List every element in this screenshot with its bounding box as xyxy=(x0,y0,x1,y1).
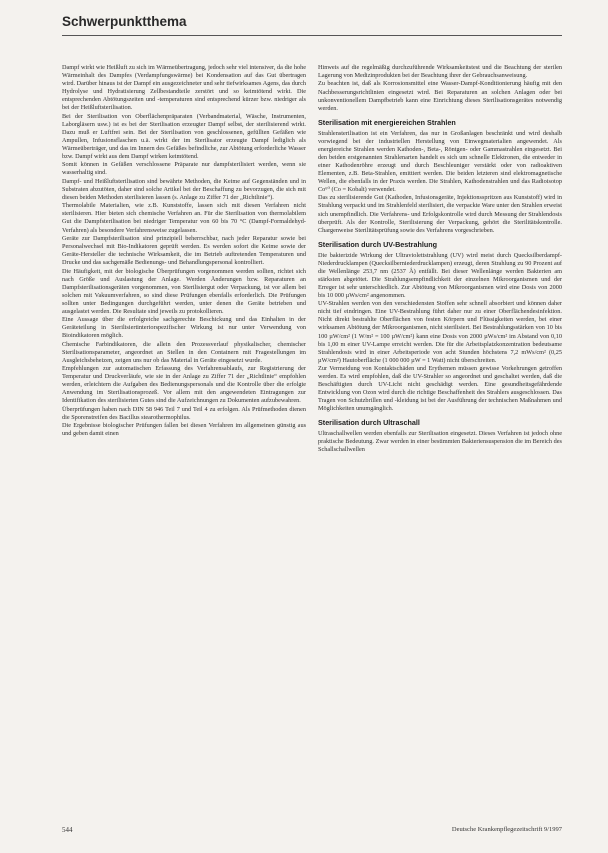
paragraph: Bei der Sterilisation von Oberflächenpräparaten (Verbandmaterial, Wäsche, Instrumenten, Laborgläsern usw.) ist es bei der Sterilisation erzeugter Dampf selbst, der sterilisierend wirkt. Dazu muß er Luftfrei sein. Bei der Sterilisation von geschlossenen, gefüllten Gefäßen wie Ampullen, Infusionsflaschen u.ä. wirkt der im Sterilisator erzeugte Dampf lediglich als Wärmeüberträger, und das im Innern des Gefäßes befindliche, zur Abtötung erforderliche Wasser bzw. Dampf wirkt aus dem Dampf wirken keimtötend. xyxy=(62,112,306,160)
paragraph: Das zu sterilisierende Gut (Kathoden, Infusionsgeräte, Injektionsspritzen aus Kunststoff) wird in Strahlung verpackt und im Strahlenfeld sterilisiert, die verpackte Ware unter den Strahlen erweist sich unempfindlich. Die Verfahrens- und Erfolgskontrolle wird durch Messung der Strahlendosis überprüft. Als der Kontrolle, Sterilisierung der Verpackung, gehört die Sterilitätskontrolle. Chargenweise Sterilitätsprüfung sowie des Verfahrens vorgeschrieben. xyxy=(318,194,562,234)
paragraph: Überprüfungen haben nach DIN 58 946 Teil 7 und Teil 4 zu erfolgen. Als Prüfmethoden dienen die Sporenstreifen des Bacillus stearothermophilus. xyxy=(62,405,306,421)
journal-reference: Deutsche Krankenpflegezeitschrift 9/1997 xyxy=(451,826,562,833)
paragraph: UV-Strahlen werden von den verschiedensten Stoffen sehr schnell absorbiert und können daher nicht tief eindringen. Eine UV-Bestrahlung führt daher nur zu einer Oberflächendesinfektion. Nicht direkt bestrahlte Oberflächen von festen Körpern und Flüssigkeiten werden, bei einer wirksamen Abtötung der Mikroorganismen, nicht sterilisiert. Bei Bestrahlungsstärken von 10 bis 100 µW/cm² (1 W/m² = 100 µW/cm²) kann eine Dosis von 2000 µWs/cm² im Abstand von 0,10 bis 1,00 m einer UV-Lampe erreicht werden. Die für die Arbeitsplatzkonzentration bedeutsame Strahlendosis wird in einer Arbeitsperiode von acht Stunden höchstens 7,2 mWs/cm² (0,25 µW/cm²) Hautoberfläche (1 000 000 µW = 1 Watt) nicht überschreiten. xyxy=(318,300,562,364)
right-column xyxy=(318,64,562,816)
paragraph: Chemische Farbindikatoren, die allein den Prozessverlauf physikalischer, chemischer Sterilisationsparameter, angeordnet an Stellen in den Containern mit Fragestellungen im Ausgleichsbeheizen, zeigen uns nur ob das Material in Geräte eingesetzt wurde. xyxy=(62,340,306,364)
paragraph: Ultraschallwellen werden ebenfalls zur Sterilisation eingesetzt. Dieses Verfahren ist jedoch ohne praktische Bedeutung. Zwar werden in einer bestimmten Bakteriensuspension die im Bereich des Schallschallwellen xyxy=(318,430,562,454)
paragraph: Geräte zur Dampfsterilisation sind prinzipiell beherrschbar, nach jeder Reparatur sowie bei Personalwechsel mit Bio-Indikatoren geprüft werden. Es werden sofort die Keime sowie der Geräte-Hersteller die technische Wirksamkeit, die im Betrieb auftretenden Temperaturen und Drucke und das sachgemäße Bedienungs- und Behandlungspersonal kontrolliert. xyxy=(62,234,306,267)
section-title: Schwerpunktthema xyxy=(62,14,187,29)
paragraph: Dampf wirkt wie Heißluft zu sich im Wärmeübertragung, jedoch sehr viel intensiver, da die hohe Wärmeinhalt des Dampfes (Verdampfungswärme) bei Kondensation auf das Gut übertragen wird. Darüber hinaus ist der Dampf ein ausgezeichneter und sehr tiefwirksames Agens, das durch Hydrolyse und Hydratisierung Zellbestandteile zerstört und so keimtötend wirkt. Die entsprechenden Abtötungszeiten und -temperaturen sind entsprechend kürzer bzw. niedriger als bei der Heißluftsterilisation. xyxy=(62,64,306,112)
paragraph: Dampf- und Heißluftsterilisation sind bewährte Methoden, die Keime auf Gegenständen und in Substraten abzutöten, daher sind solche Artikel bei der Beschaffung zu bevorzugen, die sich mit diesen beiden Methoden sterilisieren lassen (s. Anlage zu Ziffer 71 der „Richtlinie“). xyxy=(62,177,306,201)
left-column xyxy=(62,64,306,816)
paragraph: Thermolabile Materialien, wie z.B. Kunststoffe, lassen sich mit diesen Verfahren nicht sterilisieren. Hier bieten sich chemische Verfahren an. Für die Sterilisation von thermolabilem Gut die Dampfsterilisation bei niedriger Temperatur von 60 bis 70 °C (Dampf-Formaldehyd-Verfahren) als besondere Verfahrensweise zugelassen. xyxy=(62,202,306,234)
paragraph: Zur Vermeidung von Kontaktschäden und Erythemen müssen gewisse Vorkehrungen getroffen werden. Es wird empfohlen, daß die UV-Strahler so angeordnet und geschaltet werden, daß die Beschäftigten durch UV-Licht nicht geschädigt werden. Eine gesundheitsgefährdende Entwicklung von Ozon wird durch die richtige Beschaffenheit des Strahlers ausgeschlossen. Das Tragen von Schutzbrillen und -kleidung ist bei der Ausführung der technischen Maßnahmen und Möglichkeiten unumgänglich. xyxy=(318,365,562,413)
section-heading-uv: Sterilisation durch UV-Bestrahlung xyxy=(318,239,438,249)
paragraph: Somit können in Gefäßen verschlossene Präparate nur dampfsterilisiert werden, wenn sie wasserhaltig sind. xyxy=(62,161,306,177)
paragraph: Die Ergebnisse biologischer Prüfungen fallen bei diesen Verfahren im allgemeinen günstig aus und geben damit einen xyxy=(62,422,306,438)
section-heading-radiation: Sterilisation mit energiereichen Strahlen xyxy=(318,117,456,127)
page-number: 544 xyxy=(62,826,73,834)
paragraph: Eine Aussage über die erfolgreiche sachgerechte Beschickung und das Einhalten in der Geräteteilung in Sterilisiertinteriorspezifischer Wirkung ist nur unter Verwendung von Bioindikatoren möglich. xyxy=(62,316,306,340)
header-rule xyxy=(62,35,562,36)
paragraph: Hinweis auf die regelmäßig durchzuführende Wirksamkeitstest und die Beachtung der sterilen Lagerung von Medizinprodukten bei der Beachtung ihrer der Gebrauchsanweisung. xyxy=(318,64,562,80)
paragraph: Zu beachten ist, daß als Korrosionsmittel eine Wasser-Dampf-Konditionierung häufig mit den Nachbesserungsrichtlinien eingesetzt wird. Bei Reparaturen an solchen Anlagen oder bei unkonventionellem Dampfbetrieb kann eine Einrichtung dieses Sterilisationsgerätes notwendig werden. xyxy=(318,80,562,112)
section-heading-ultrasound: Sterilisation durch Ultraschall xyxy=(318,418,420,428)
paragraph: Die bakterizide Wirkung der Ultraviolettstrahlung (UV) wird meist durch Quecksilberdampf-Niederdrucklampen (Quecksilberniederdrucklampen) erzeugt, deren Strahlung zu 90 Prozent auf die Wellenlänge 253,7 nm (2537 Å) entfällt. Bei dieser Wellenlänge werden Bakterien am stärksten abgetötet. Die Strahlungsempfindlichkeit der einzelnen Mikroorganismen und der Erreger ist sehr unterschiedlich. Zur Abtötung von Mikroorganismen wird eine Dosis von 2000 bis 10 000 µWs/cm² angenommen. xyxy=(318,251,562,299)
paragraph: Empfehlungen zur automatischen Erfassung des Verfahrensablaufs, zur Registrierung der Temperatur und Druckverläufe, wie sie in der Anlage zu Ziffer 71 der „Richtlinie“ empfohlen werden, erleichtern die Aufgaben des Bedienungspersonals und die Kontrolle über die erfolgte Anwendung im Sterilisationsprozeß. Vor allem mit den angewendeten Eintragungen zur Identifikation des sterilisierten Gutes sind die Aufzeichnungen zu Dokumenten aufzubewahren. xyxy=(62,365,306,405)
paragraph: Strahlensterilisation ist ein Verfahren, das nur in Großanlagen beschränkt und wird deshalb vorwiegend bei der industriellen Herstellung von Einwegmaterialien angewendet. Als energiereiche Strahlen werden Kathoden-, Beta-, Röntgen- oder Gammastrahlen eingesetzt. Bei den beiden erstgenannten Strahlenarten handelt es sich um schnelle Elektronen, die entweder in einer Kathodenröhre erzeugt und durch Beschleuniger verstärkt oder von radioaktiven Elementen, z.B. Beta-Strahlen, emittiert werden. Die beiden letzteren sind elektromagnetische Wellen, die ebenfalls in der Praxis werden. Die Strahlen, Kathodenstrahlen und das Radioisotop Co⁶⁰ (Co = Kobalt) verwendet. xyxy=(318,129,562,193)
paragraph: Die Häufigkeit, mit der biologische Überprüfungen vorgenommen werden sollten, richtet sich nach Größe und Auslastung der Anlage. Werden Änderungen bzw. Reparaturen an Dampfsterilisationsgeräten vorgenommen, von Sterilisiergut oder Verpackung, ist vor allem bei solchen mit Vakuumverfahren, so sind diese Prüfungen ebenfalls erforderlich. Die Prüfungen sollten unter Bedingungen durchgeführt werden, unter denen die Geräte betrieben und ausgelastet werden. Die Resultate sind jeweils zu protokollieren. xyxy=(62,267,306,315)
